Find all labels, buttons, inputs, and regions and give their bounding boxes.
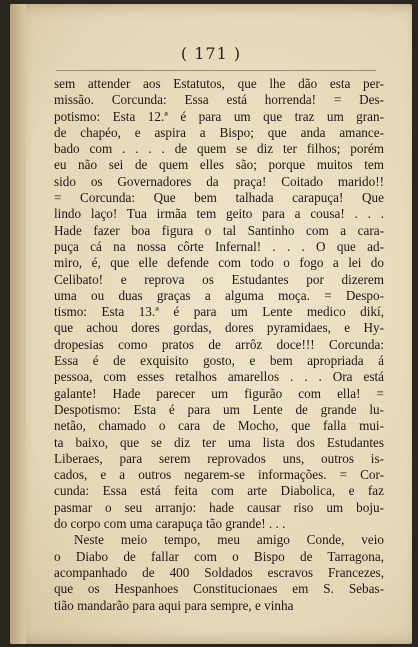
text-line: eu não sei de quem elles são; porque muitos tem [54,157,384,173]
text-line: cunda: Essa está feita com arte Diabolica, e faz [54,483,384,499]
text-line: netão, chamado o cara de Mocho, que falla mui- [54,418,384,434]
text-line: tião mandarão para aqui para sempre, e vinha [54,597,294,613]
text-line: pessoa, com esses retalhos amarellos . . . Ora está [54,369,384,385]
text-line: de chapéo, e aspira a Bispo; que anda amance- [54,124,384,140]
header-rule [56,70,376,71]
text-line: dropesias como pratos de arrôz doce!!! Corcunda: [54,336,384,352]
text-line: cados, e a outros negarem-se informações. = Cor- [54,467,384,483]
text-line: o Diabo de fallar com o Bispo de Tarragona, [54,548,384,564]
text-line: puça cá na nossa côrte Infernal! . . . O que ad- [54,238,384,254]
page-gutter [10,4,26,644]
text-line: Liberaes, para serem reprovados uns, outros is- [54,450,384,466]
text-line: Hade fazer boa figura o tal Santinho com a cara- [54,222,384,238]
book-page [10,4,412,644]
text-line: sem attender aos Estatutos, que lhe dão esta per- [54,76,384,91]
text-line: do corpo com uma carapuça tão grande! . . . [54,516,286,532]
text-line: Celibato! e reprova os Estudantes por dizerem [54,271,384,287]
text-line: Neste meio tempo, meu amigo Conde, veio [74,532,384,548]
text-line: que achou dores gordas, dores pyramidaes, e Hy- [54,320,384,336]
text-line: Despotismo: Esta é para um Lente de grande lu- [54,401,384,417]
page-number: ( 171 ) [180,44,242,63]
body-text [54,76,384,614]
text-line: bado com . . . . de quem se diz ter filhos; porém [54,141,384,157]
text-line: acompanhado de 400 Soldados escravos Francezes, [54,564,384,580]
text-line: que os Hespanhoes Constitucionaes em S. Sebas- [54,581,384,597]
text-line: tismo: Esta 13.ª é para um Lente medico dikí, [54,304,384,320]
text-line: sido os Governadores da praça! Coitado marido!! [54,173,384,189]
text-line: uma ou duas graças a alguma moça. = Despo- [54,287,384,303]
text-line: potismo: Esta 12.ª é para um que traz um gran- [54,108,384,124]
text-line: = Corcunda: Que bem talhada carapuça! Que [54,190,384,206]
text-line: pasmar o seu arranjo: hade causar riso um boju- [54,499,384,515]
text-line: lindo laço! Tua irmãa tem geito para a cousa! . . . [54,206,384,222]
text-line: Essa é de exquisito gosto, e bem apropriada á [54,353,384,369]
text-line: ta baixo, que se diz ter uma lista dos Estudantes [54,434,384,450]
text-line: galante! Hade parecer um figurão com ella! = [54,385,384,401]
text-line: missão. Corcunda: Essa está horrenda! = Des- [54,92,384,108]
text-line: miro, é, que elle defende com todo o fogo a lei do [54,255,384,271]
